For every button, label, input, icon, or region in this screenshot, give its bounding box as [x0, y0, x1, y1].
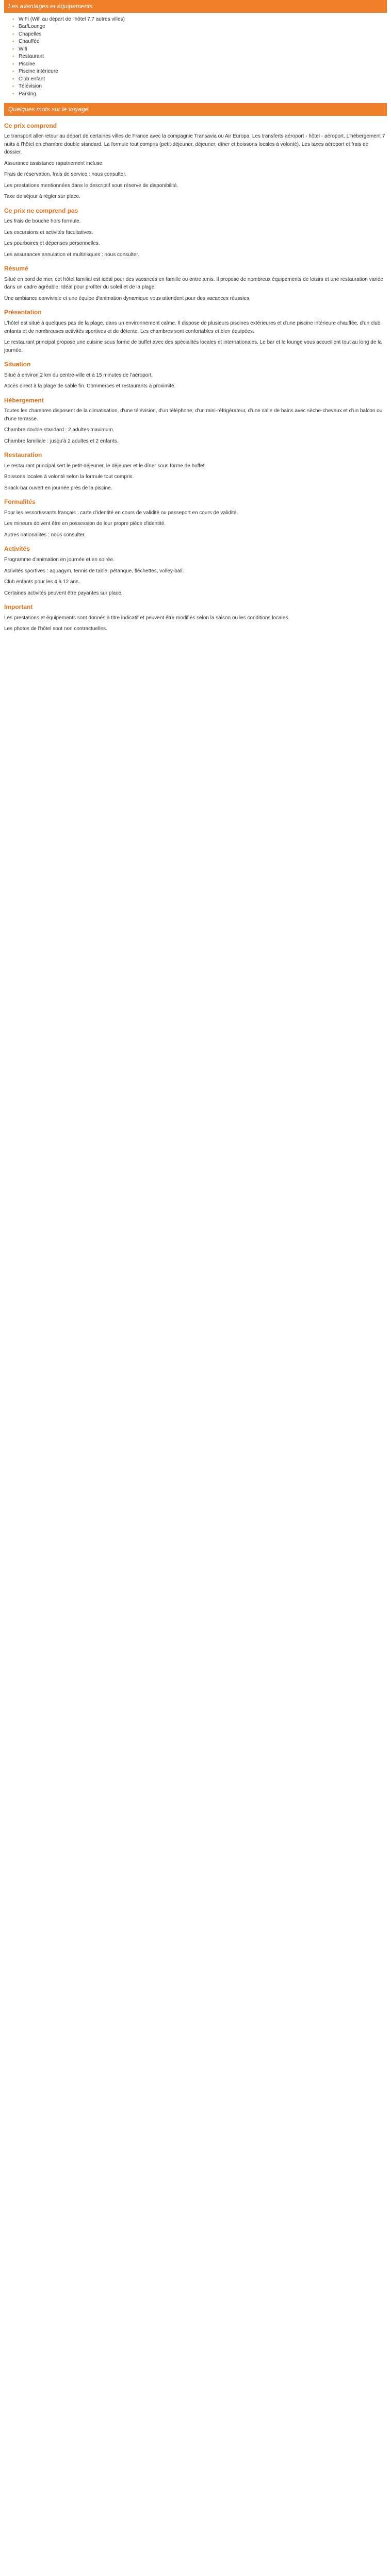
included-item: ▪ Chapelles — [12, 31, 387, 39]
section-para: Situé à environ 2 km du centre-ville et à 15 minutes de l'aéroport. — [4, 372, 153, 378]
activities-title: Activités — [4, 545, 30, 553]
section-para: Accès direct à la plage de sable fin. Commerces et restaurants à proximité. — [4, 383, 176, 389]
section-para: Chambre familiale : jusqu'à 2 adultes et 2 enfants. — [4, 438, 119, 444]
section-para: Taxe de séjour à régler sur place. — [4, 194, 80, 200]
section-title: Situation — [4, 361, 31, 368]
included-item: ▪ Restaurant — [12, 53, 387, 61]
section-para: Une ambiance conviviale et une équipe d'animation dynamique vous attendent pour des vacances réussies. — [4, 295, 251, 301]
included-item: ▪ Wifi — [12, 46, 387, 54]
reserve-para: Les prestations et équipements sont donnés à titre indicatif et peuvent être modifiés selon la saison ou les conditions locales. — [4, 615, 290, 621]
section-para: Les prestations mentionnées dans le descriptif sous réserve de disponibilité. — [4, 182, 178, 189]
activities-para: Activités sportives : aquagym, tennis de table, pétanque, fléchettes, volley-ball. — [4, 568, 184, 574]
section-para: Assurance assistance rapatriement incluse. — [4, 160, 104, 166]
section-para: Les pourboires et dépenses personnelles. — [4, 241, 100, 247]
section-para: Chambre double standard : 2 adultes maximum. — [4, 427, 115, 433]
included-item: ▪ Télévision — [12, 83, 387, 91]
section-para: Situé en bord de mer, cet hôtel familial est idéal pour des vacances en famille ou entre amis. Il propose de nombreux équipements de loisirs et une restauration variée dans un cadre agréable. Idéal pour profiter du soleil et de la plage. — [4, 276, 383, 291]
info-header: Quelques mots sur le voyage — [4, 103, 387, 116]
activities-para: Programme d'animation en journée et en soirée. — [4, 557, 115, 563]
section-para: Les excursions et activités facultatives. — [4, 229, 93, 235]
included-item: ▪ Chauffée — [12, 38, 387, 46]
section-title: Hébergement — [4, 396, 44, 404]
included-item: ▪ WiFi (Wifi au départ de l'hôtel 7.7 autres villes) — [12, 16, 387, 24]
formalities-para: Les mineurs doivent être en possession de leur propre pièce d'identité. — [4, 521, 166, 527]
section-title: Résumé — [4, 265, 28, 273]
included-list — [12, 16, 387, 98]
section-para: Boissons locales à volonté selon la formule tout compris. — [4, 474, 134, 480]
section-para: Le restaurant principal sert le petit-déjeuner, le déjeuner et le dîner sous forme de buffet. — [4, 463, 206, 469]
included-item: ▪ Parking — [12, 91, 387, 98]
included-item: ▪ Club enfant — [12, 76, 387, 83]
formalities-title: Formalités — [4, 498, 36, 506]
activities-para: Club enfants pour les 4 à 12 ans. — [4, 579, 80, 585]
section-para: Les frais de bouche hors formule. — [4, 218, 81, 225]
included-item: ▪ Piscine — [12, 61, 387, 69]
section-para: Snack-bar ouvert en journée près de la piscine. — [4, 485, 112, 491]
section-para: Frais de réservation, frais de service : nous consulter. — [4, 172, 126, 178]
included-header: Les avantages et équipements — [4, 0, 387, 13]
section-title: Restauration — [4, 451, 42, 459]
formalities-para: Pour les ressortissants français : carte d'identité en cours de validité ou passeport en cours de validité. — [4, 510, 238, 516]
section-para: L'hôtel est situé à quelques pas de la plage, dans un environnement calme. Il dispose de plusieurs piscines extérieures et d'une piscine intérieure chauffée, d'un club enfants et de nombreuses activités sportives et de détente. Les chambres sont confortables et bien équipées. — [4, 320, 381, 334]
section-title: Ce prix ne comprend pas — [4, 207, 78, 214]
section-para: Toutes les chambres disposent de la climatisation, d'une télévision, d'un téléphone, d'un mini-réfrigérateur, d'une salle de bains avec sèche-cheveux et d'un balcon ou d'une terrasse. — [4, 408, 383, 422]
formalities-para: Autres nationalités : nous consulter. — [4, 532, 86, 538]
reserve-title: Important — [4, 603, 33, 611]
section-para: Le restaurant principal propose une cuisine sous forme de buffet avec des spécialités locales et internationales. Le bar et le lounge vous accueillent tout au long de la journée. — [4, 340, 382, 353]
section-title: Ce prix comprend — [4, 122, 57, 129]
activities-para: Certaines activités peuvent être payantes sur place. — [4, 590, 123, 596]
page — [0, 0, 391, 647]
included-item: ▪ Bar/Lounge — [12, 23, 387, 31]
section-para: Le transport aller-retour au départ de certaines villes de France avec la compagnie Transavia ou Air Europa. Les transferts aéroport - hôtel - aéroport. L'hébergement 7 nuits à l'hôtel en chambre double standard. La formule tout compris (petit-déjeuner, déjeuner, dîner et boissons locales à volonté). Les taxes aéroport et frais de dossier. — [4, 133, 385, 156]
section-title: Présentation — [4, 309, 42, 316]
section-para: Les assurances annulation et multirisques : nous consulter. — [4, 251, 139, 258]
included-item: ▪ Piscine intérieure — [12, 68, 387, 76]
reserve-para: Les photos de l'hôtel sont non contractuelles. — [4, 626, 107, 632]
